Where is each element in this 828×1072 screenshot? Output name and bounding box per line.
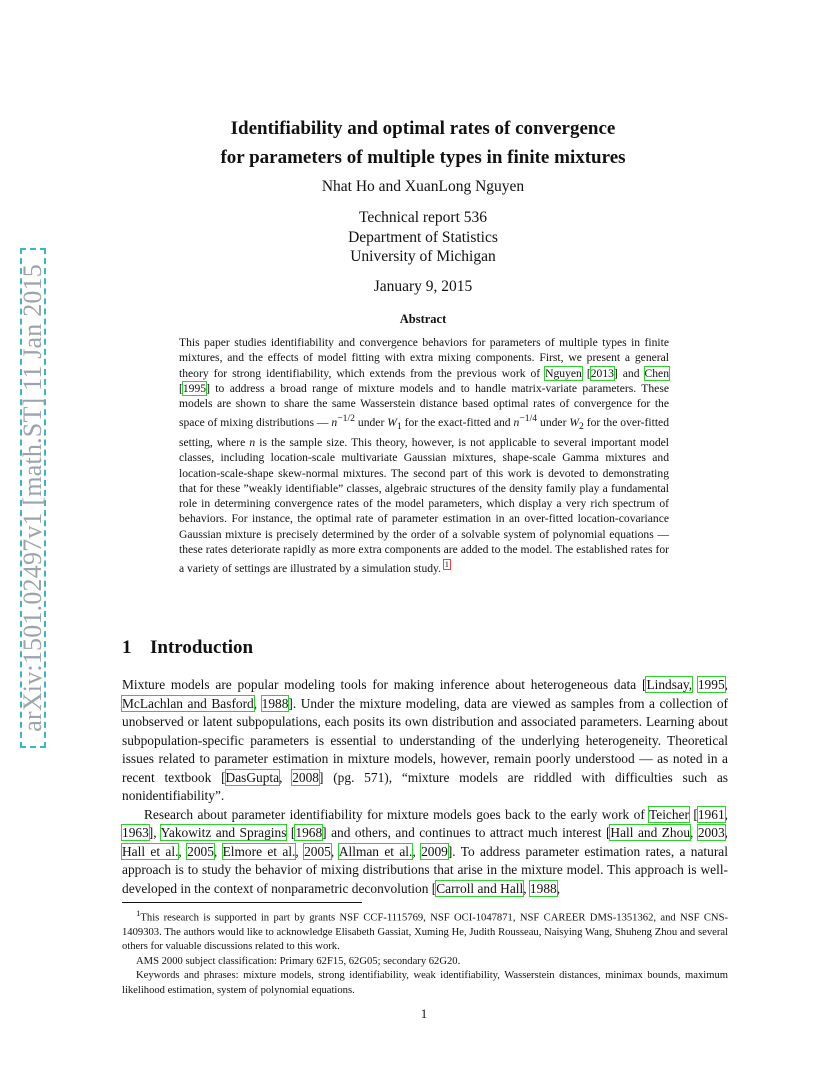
- paragraph: [122, 676, 728, 806]
- text-segment: [: [688, 806, 698, 822]
- citation-link[interactable]: 2008: [292, 769, 319, 785]
- citation-link[interactable]: 2009: [421, 843, 448, 859]
- footnotes: [122, 906, 728, 998]
- citation-link[interactable]: 1961: [697, 806, 725, 822]
- section-title: Introduction: [150, 637, 254, 658]
- citation-link[interactable]: 1995: [697, 677, 725, 692]
- text-segment: ,: [253, 695, 262, 711]
- introduction-body: [122, 676, 728, 898]
- footnote-1: [122, 906, 728, 955]
- paragraph: [122, 806, 728, 899]
- text-segment: ,: [523, 880, 530, 896]
- text-segment: ] and others, and continues to attract much interest [: [322, 825, 611, 840]
- text-segment: ]. To address parameter estimation rates, a natural approach is to study the behavior of mixing distributions that arise in the mixture model. This approach is well-developed in the context of nonparametric deconvolution [: [122, 843, 728, 896]
- citation-link[interactable]: Yakowitz and Spragins: [160, 825, 287, 840]
- citation-link[interactable]: 1988: [261, 695, 289, 711]
- ams-classification: AMS 2000 subject classification: Primary 62F15, 62G05; secondary 62G20.: [136, 955, 461, 967]
- abstract-segment: for the over-fitted setting, where: [179, 416, 669, 449]
- department: Department of Statistics: [348, 228, 498, 246]
- citation-link[interactable]: Hall and Zhou: [610, 825, 691, 840]
- title-line-1: Identifiability and optimal rates of convergence: [230, 118, 616, 139]
- citation-link[interactable]: 1995: [182, 381, 207, 395]
- university: University of Michigan: [350, 248, 496, 265]
- math-n: n: [513, 416, 520, 430]
- math-exponent: −1/2: [337, 413, 355, 425]
- footnote-mark: 1: [136, 908, 141, 918]
- citation-link[interactable]: Carroll and Hall: [436, 880, 524, 896]
- text-segment: ,: [412, 843, 422, 859]
- authors: Nhat Ho and XuanLong Nguyen: [321, 178, 525, 195]
- text-segment: ,: [690, 825, 698, 840]
- citation-link[interactable]: DasGupta: [225, 769, 280, 785]
- arxiv-stamp: [20, 248, 46, 748]
- abstract-heading: Abstract: [399, 312, 447, 326]
- footnote-link[interactable]: 1: [444, 560, 449, 570]
- math-w: W: [569, 416, 580, 430]
- math-subscript: 2: [579, 421, 584, 433]
- section-heading: [122, 637, 253, 659]
- citation-link[interactable]: McLachlan and Basford: [122, 695, 254, 711]
- page-number: 1: [420, 1006, 428, 1021]
- abstract-segment: This paper studies identifiability and convergence behaviors for parameters of multiple types in finite mixtures, and the effects of model fitting with extra mixing components. First, we present a general theory for strong identifiability, which extends from the previous work of: [179, 336, 669, 380]
- arxiv-id[interactable]: arXiv:1501.02497v1 [math.ST] 11 Jan 2015: [18, 264, 47, 732]
- citation-link[interactable]: 1968: [295, 825, 323, 840]
- abstract-segment: and: [617, 366, 645, 380]
- text-segment: ,: [330, 843, 339, 859]
- citation-link[interactable]: 1963: [122, 825, 149, 840]
- citation-link[interactable]: 1988: [529, 880, 557, 896]
- citation-link[interactable]: Teicher: [649, 806, 689, 822]
- footnote-text: This research is supported in part by grants NSF CCF-1115769, NSF OCI-1047871, NSF CAREER DMS-1351362, and NSF CNS-1409303. The authors would like to acknowledge Elisabeth Gassiat, Xuming He, Judith Rousseau, Naisying Wang, Shuheng Zhou and several others for valuable discussions related to this work.: [122, 912, 728, 953]
- report-info: [120, 208, 726, 267]
- citation-link[interactable]: Elmore et al.: [222, 843, 296, 859]
- text-segment: ,: [279, 769, 293, 785]
- paper-title: [120, 114, 726, 172]
- math-n: n: [249, 435, 256, 449]
- math-n: n: [331, 416, 338, 430]
- text-segment: ,: [556, 880, 561, 896]
- text-segment: [: [286, 825, 296, 840]
- section-number: 1: [122, 637, 132, 658]
- math-w: W: [387, 416, 397, 430]
- citation-link[interactable]: Hall et al.: [122, 843, 179, 859]
- math-exponent: −1/4: [519, 413, 538, 425]
- footnote-rule: [122, 902, 362, 903]
- keywords: Keywords and phrases: mixture models, strong identifiability, weak identifiability, Wasserstein distances, minimax bounds, maximum likelihood estimation, system of polynomial equations.: [122, 970, 728, 996]
- citation-link[interactable]: 2013: [590, 366, 614, 380]
- abstract-segment: under: [355, 416, 388, 430]
- report-number: Technical report 536: [358, 209, 488, 226]
- citation-link[interactable]: 2003: [697, 825, 725, 840]
- citation-link[interactable]: 2005: [304, 843, 331, 859]
- text-segment: ] (pg. 571), “mixture models are riddled with difficulties such as nonidentifiability”.: [122, 769, 728, 803]
- abstract-text: This paper studies identifiability and convergence behaviors for parameters of multiple types in finite mixtures, and the effects of model fitting with extra mixing components. First, we present a general theory for strong identifiability, which extends from the previous work of Nguyen [2013] and Chen [1995] to address a broad range of mixture models and to handle matrix-variate parameters. These models are shown to share the same Wasserstein distance based optimal rates of convergence for the space of mixing distributions — $n^{-1/2}$ under $W_1$ for the exact-fitted and $n^{-1/4}$ under $W_2$ for the over-fitted setting, where n is the sample size. This theory, however, is not applicable to several important model classes, including location-scale multivariate Gaussian mixtures, shape-scale Gamma mixtures and location-scale-shape skew-normal mixtures. The second part of this work is devoted to demonstrating that for these ”weakly identifiable” classes, algebraic structures of the density family play a fundamental role in determining convergence rates of the model parameters, which display a very rich spectrum of behaviors. For instance, the optimal rate of parameter estimation in an over-fitted location-covariance Gaussian mixture is precisely determined by the order of a solvable system of polynomial equations — these rates deteriorate rapidly as more extra components are added to the model. The established rates for a variety of settings are illustrated by a simulation study. $^1$: [179, 336, 670, 576]
- text-segment: ,: [295, 843, 305, 859]
- title-line-2: for parameters of multiple types in finite mixtures: [220, 147, 626, 168]
- text-segment: ,: [724, 806, 728, 822]
- text-segment: ],: [148, 825, 161, 840]
- abstract-segment: is the sample size. This theory, however, is not applicable to several important model classes, including location-scale multivariate Gaussian mixtures, shape-scale Gamma mixtures and location-scale-shape skew-normal mixtures. The second part of this work is devoted to demonstrating that for these ”weakly identifiable” classes, algebraic structures of the density family play a fundamental role in determining convergence rates of the model parameters, which display a very rich spectrum of behaviors. For instance, the optimal rate of parameter estimation in an over-fitted location-covariance Gaussian mixture is precisely determined by the order of a solvable system of polynomial equations — these rates deteriorate rapidly as more extra components are added to the model. The established rates for a variety of settings are illustrated by a simulation study.: [179, 435, 670, 576]
- citation-link[interactable]: Allman et al.: [338, 843, 413, 859]
- text-segment: ,: [724, 677, 728, 692]
- text-segment: ]. Under the mixture modeling, data are viewed as samples from a collection of unobserved or latent subpopulations, each posits its own distribution and associated parameters. Learning about subpopulation-specific parameters is essential to understanding of the underlying heterogeneity. Theoretical issues related to parameter estimation in mixture models, however, remain poorly understood — as noted in a recent textbook [: [122, 695, 728, 785]
- citation-link[interactable]: Chen: [644, 366, 669, 380]
- text-segment: Research about parameter identifiability for mixture models goes back to the early work of: [144, 806, 650, 822]
- text-segment: ,: [724, 825, 728, 840]
- abstract-segment: to address a broad range of mixture models and to handle matrix-variate parameters. These models are shown to share the same Wasserstein distance based optimal rates of convergence for the space of mixing distributions —: [179, 381, 669, 430]
- abstract-segment: under: [537, 416, 570, 430]
- text-segment: ,: [213, 843, 223, 859]
- text-segment: ,: [178, 843, 188, 859]
- math-subscript: 1: [396, 421, 402, 433]
- citation-link[interactable]: 2005: [187, 843, 214, 859]
- date: January 9, 2015: [373, 278, 473, 295]
- citation-link[interactable]: Nguyen: [545, 366, 582, 380]
- abstract-segment: for the exact-fitted and: [401, 416, 514, 430]
- text-segment: Mixture models are popular modeling tools for making inference about heterogeneous data [: [122, 677, 647, 692]
- citation-link[interactable]: Lindsay,: [646, 677, 693, 692]
